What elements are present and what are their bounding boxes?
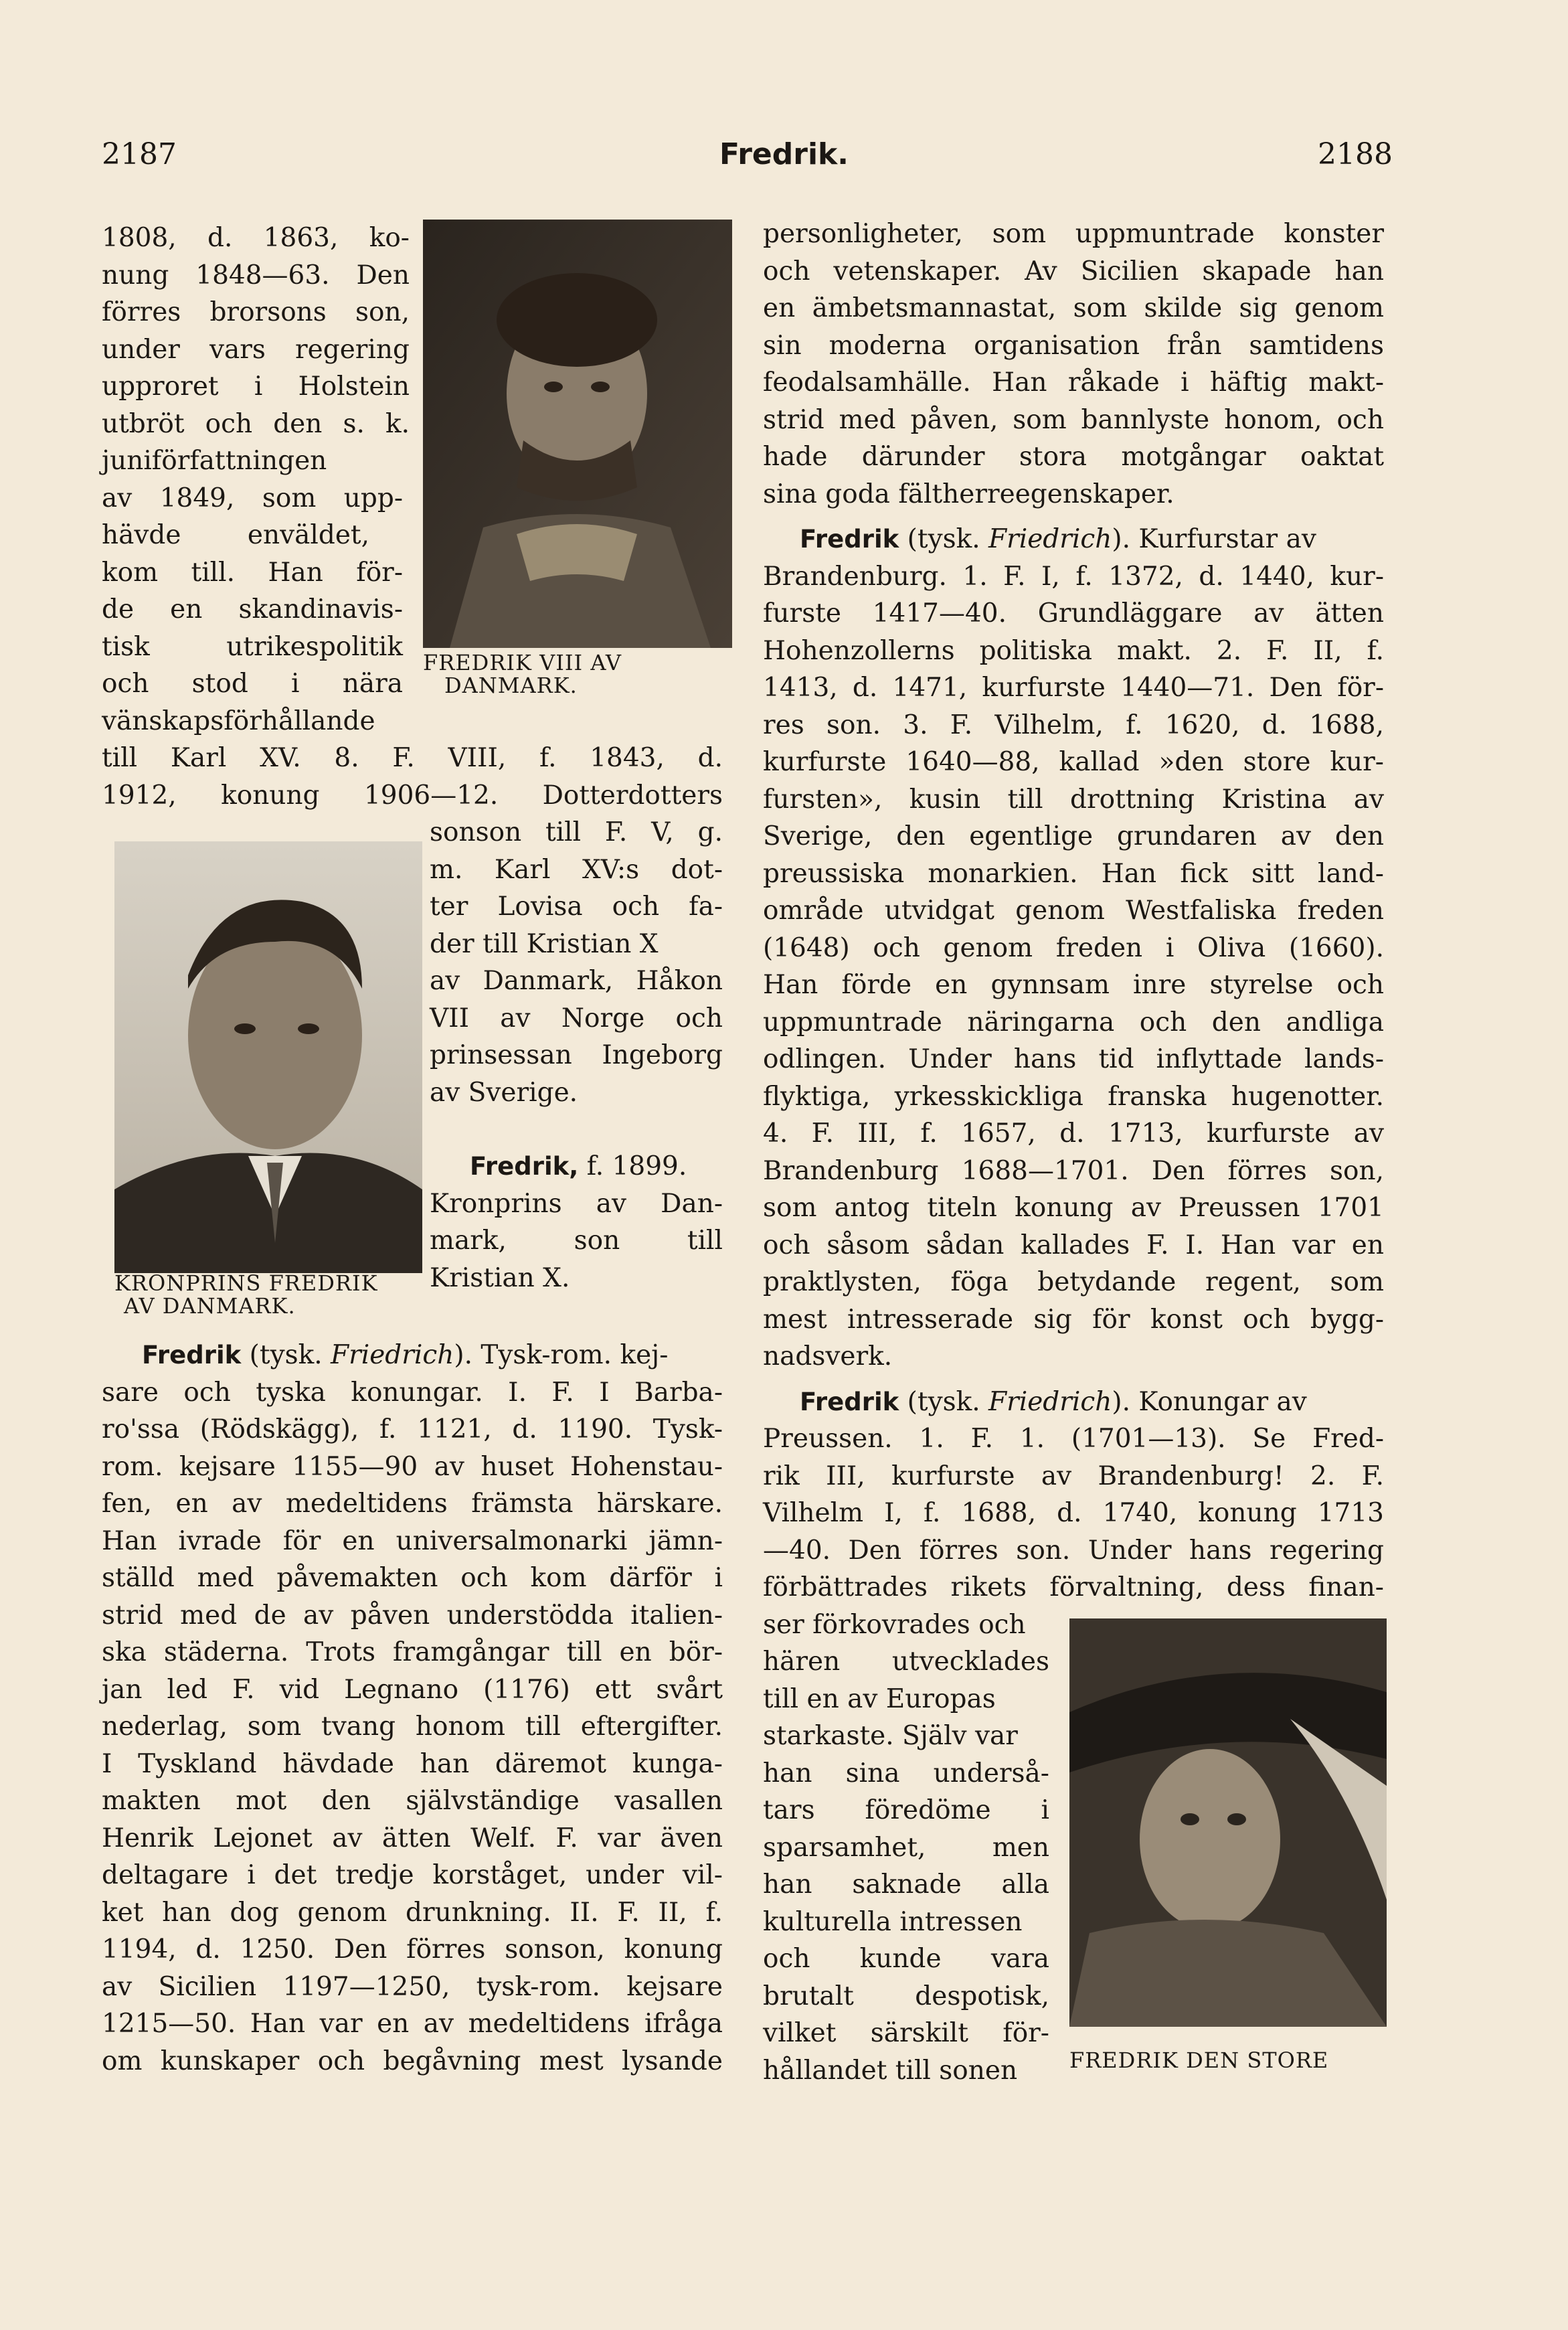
text-line: —40. Den förres son. Under hans regering [763,1535,1384,1566]
text-fragment: Friedrich [331,1340,454,1370]
text-line: (1648) och genom freden i Oliva (1660). [763,932,1384,963]
entry-fredrik-konungar-preussen [763,1384,1384,2090]
text-fragment: ). Konungar av [1112,1386,1307,1417]
text-line: nung 1848—63. Den [102,260,410,290]
text-line: I Tyskland hävdade han däremot kunga- [102,1748,723,1779]
text-line: strid med påven, som bannlyste honom, och [763,404,1384,435]
text-line: VII av Norge och [430,1003,723,1033]
text-line: ter Lovisa och fa- [430,892,723,922]
text-line: 1413, d. 1471, kurfurste 1440—71. Den för- [763,673,1384,703]
text-line [430,1148,723,1185]
text-line: brutalt despotisk, [763,1981,1049,2011]
text-line: fursten», kusin till drottning Kristina av [763,784,1384,815]
text-line: han saknade alla [763,1869,1049,1900]
text-line: m. Karl XV:s dot- [430,854,723,885]
entry-fredrik-kronprins [430,1148,723,1297]
text-line: ställd med påvemakten och kom därför i [102,1563,723,1593]
text-line: 1808, d. 1863, ko- [102,223,410,253]
text-fragment: f. 1899. [586,1151,687,1181]
text-line: vänskapsförhållande [102,705,375,736]
text-line: juniförfattningen [102,446,327,476]
text-fragment: (tysk. [899,524,989,554]
text-line: fen, en av medeltidens främsta härskare. [102,1489,723,1519]
text-line: kurfurste 1640—88, kallad »den store kur- [763,747,1384,777]
right-column [763,216,1384,2089]
text-line: av Sverige. [430,1077,578,1108]
text-fragment: Friedrich [988,524,1112,554]
text-line: mest intresserade sig för konst och bygg- [763,1304,1384,1335]
text-line: han sina underså- [763,1758,1049,1788]
text-line: tisk utrikespolitik [102,631,403,662]
text-line: Henrik Lejonet av ätten Welf. F. var även [102,1823,723,1853]
text-line: hade därunder stora motgångar oaktat [763,442,1384,472]
text-line: kulturella intressen [763,1906,1023,1937]
text-line: flyktiga, yrkesskickliga franska hugenotter. [763,1081,1384,1112]
text-line: 1912, konung 1906—12. Dotterdotters [102,780,723,811]
text-line: vilket särskilt för- [763,2018,1049,2048]
text-line: Han ivrade för en universalmonarki jämn- [102,1525,723,1556]
text-line: och stod i nära [102,669,403,699]
entry-fredrik-kejsare [102,1337,723,2080]
text-beside-portrait [763,1606,1049,2090]
caption-line: AV DANMARK. [124,1293,296,1319]
text-fragment: (tysk. [899,1386,989,1417]
text-line: personligheter, som uppmuntrade konster [763,219,1384,249]
text-line: Brandenburg. 1. F. I, f. 1372, d. 1440, kur- [763,561,1384,592]
text-line: res son. 3. F. Vilhelm, f. 1620, d. 1688, [763,710,1384,740]
text-line: 1194, d. 1250. Den förres sonson, konung [102,1934,723,1965]
text-line: Kronprins av Dan- [430,1188,723,1219]
text-line: nederlag, som tvang honom till eftergifter. [102,1712,723,1742]
text-line: utbröt och den s. k. [102,408,410,439]
text-line: av Sicilien 1197—1250, tysk-rom. kejsare [102,1971,723,2002]
text-line: odlingen. Under hans tid inflyttade lands- [763,1044,1384,1074]
headword: Fredrik [800,1387,899,1416]
text-line: av Danmark, Håkon [430,966,723,996]
entry-fredrik-vii-tail [102,220,410,740]
text-line: om kunskaper och begåvning mest lysande [102,2046,723,2076]
text-line: strid med de av påven understödda italien- [102,1600,723,1631]
text-line: rik III, kurfurste av Brandenburg! 2. F. [763,1461,1384,1491]
headword: Fredrik [800,525,899,554]
text-line: sare och tyska konungar. I. F. I Barba- [102,1377,723,1408]
text-line: ska städerna. Trots framgångar till en bör- [102,1637,723,1667]
text-line: av 1849, som upp- [102,483,403,513]
text-line: område utvidgat genom Westfaliska freden [763,896,1384,926]
text-line: makten mot den självständige vasallen [102,1786,723,1816]
text-line: förres brorsons son, [102,297,410,327]
text-line: under vars regering [102,334,410,365]
text-line: till Karl XV. 8. F. VIII, f. 1843, d. [102,743,723,773]
text-line [763,1384,1384,1421]
page-number-left: 2187 [102,137,177,171]
caption-fredrik-den-store: FREDRIK DEN STORE [1069,2048,1329,2073]
text-line: praktlysten, föga betydande regent, som [763,1267,1384,1297]
text-line: till en av Europas [763,1683,996,1714]
running-head: Fredrik. [719,137,849,171]
text-line: ket han dog genom drunkning. II. F. II, f. [102,1897,723,1928]
headword: Fredrik [142,1341,242,1369]
headword: Fredrik, [470,1152,579,1181]
text-line: hävde enväldet, [102,520,369,550]
text-line: furste 1417—40. Grundläggare av ätten [763,598,1384,629]
entry-fredrik-ii-tail [763,216,1384,513]
text-line: de en skandinavis- [102,594,403,625]
text-line: ro'ssa (Rödskägg), f. 1121, d. 1190. Tysk- [102,1414,723,1444]
text-line: Sverige, den egentlige grundaren av den [763,821,1384,851]
text-line: sparsamhet, men [763,1832,1049,1863]
text-line: Brandenburg 1688—1701. Den förres son, [763,1155,1384,1186]
text-line: ser förkovrades och [763,1609,1026,1640]
text-line: 4. F. III, f. 1657, d. 1713, kurfurste av [763,1118,1384,1149]
caption-line: KRONPRINS FREDRIK [114,1270,378,1296]
caption-line: DANMARK. [444,673,578,698]
text-line: förbättrades rikets förvaltning, dess finan- [763,1572,1384,1602]
left-column [102,220,723,2080]
text-line: nadsverk. [763,1341,893,1371]
text-line: preussiska monarkien. Han fick sitt land- [763,858,1384,889]
text-line: tars föredöme i [763,1795,1049,1825]
text-line: och kunde vara [763,1944,1049,1974]
text-line: sin moderna organisation från samtidens [763,330,1384,361]
text-fragment: ). Tysk-rom. kej- [454,1340,669,1370]
caption-line: FREDRIK VIII AV [423,650,622,675]
text-fragment: (tysk. [241,1340,331,1370]
text-line: hållandet till sonen [763,2055,1018,2086]
text-line: sina goda fältherreegenskaper. [763,479,1174,509]
text-line: en ämbetsmannastat, som skilde sig genom [763,293,1384,323]
page-number-right: 2188 [1318,137,1393,171]
text-line: der till Kristian X [430,928,659,959]
text-line: 1215—50. Han var en av medeltidens ifråga [102,2009,723,2039]
text-line: Han förde en gynnsam inre styrelse och [763,970,1384,1000]
text-line: Hohenzollerns politiska makt. 2. F. II, f. [763,635,1384,666]
text-fragment: ). Kurfurstar av [1112,524,1316,554]
text-line [102,1337,723,1374]
text-line [763,521,1384,558]
text-line: och såsom sådan kallades F. I. Han var en [763,1230,1384,1260]
text-line: jan led F. vid Legnano (1176) ett svårt [102,1674,723,1705]
text-line: och vetenskaper. Av Sicilien skapade han [763,256,1384,286]
text-fragment: Friedrich [988,1386,1112,1417]
text-line: Preussen. 1. F. 1. (1701—13). Se Fred- [763,1424,1384,1454]
text-line: starkaste. Själv var [763,1721,1018,1751]
entry-fredrik-kurfurstar [763,521,1384,1376]
text-line: kom till. Han för- [102,557,403,588]
text-line: sonson till F. V, g. [430,817,723,847]
text-line: deltagare i det tredje korståget, under vil- [102,1860,723,1890]
text-line: Vilhelm I, f. 1688, d. 1740, konung 1713 [763,1498,1384,1528]
text-line: rom. kejsare 1155—90 av huset Hohenstau- [102,1451,723,1482]
text-line: upproret i Holstein [102,371,410,402]
text-line: hären utvecklades [763,1647,1049,1677]
text-line: Kristian X. [430,1262,570,1293]
entry-fredrik-viii-tail [430,814,723,1111]
text-line: uppmuntrade näringarna och den andliga [763,1007,1384,1037]
text-line: som antog titeln konung av Preussen 1701 [763,1193,1384,1223]
text-line: feodalsamhälle. Han råkade i häftig makt- [763,367,1384,398]
text-line: prinsessan Ingeborg [430,1040,723,1070]
text-line: mark, son till [430,1226,723,1256]
